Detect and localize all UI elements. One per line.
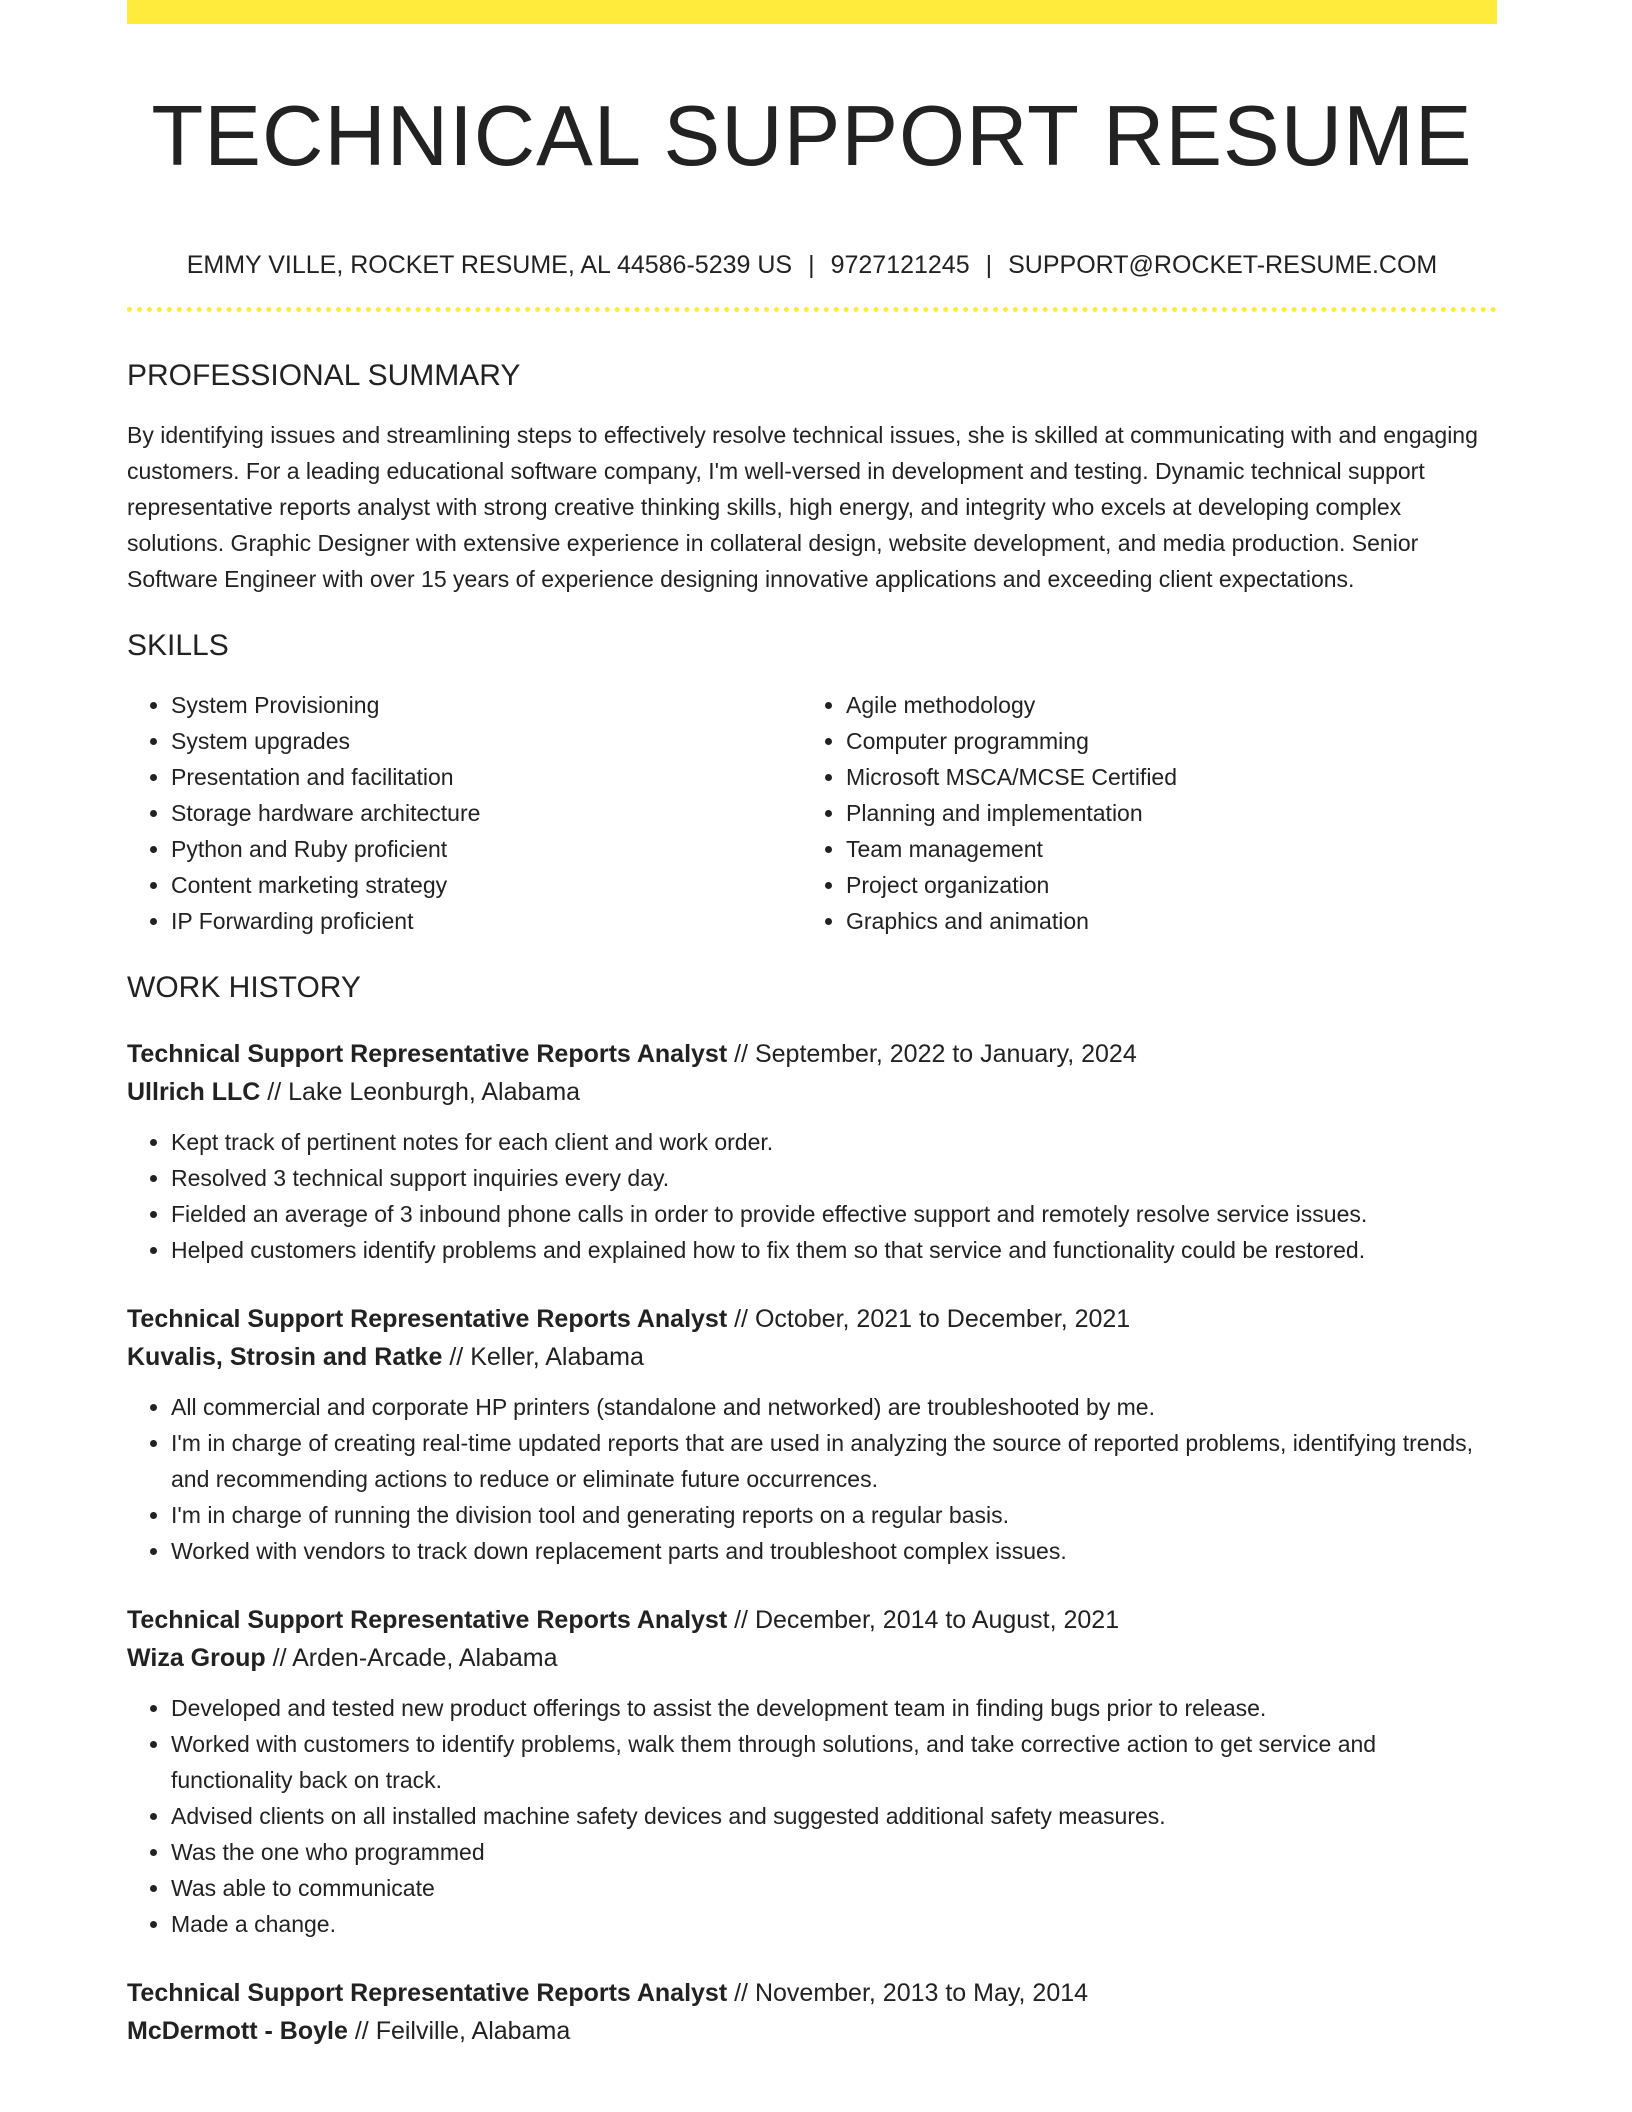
job-company-line <box>127 2012 1497 2050</box>
job-separator: // <box>449 1343 464 1371</box>
skill-item: • System Provisioning <box>171 687 802 723</box>
skills-left-list <box>127 687 802 939</box>
job-dates: October, 2021 to December, 2021 <box>754 1305 1131 1333</box>
skills-heading: SKILLS <box>127 629 229 662</box>
job-entry <box>127 1300 1497 1569</box>
job-company-line <box>127 1639 1497 1677</box>
job-separator: // <box>734 1305 749 1333</box>
job-location: Feilville, Alabama <box>375 2017 571 2045</box>
summary-heading: PROFESSIONAL SUMMARY <box>127 359 521 392</box>
job-company: McDermott - Boyle <box>127 2017 348 2045</box>
job-bullet: • Worked with vendors to track down replacement parts and troubleshoot complex issues. <box>171 1533 1497 1569</box>
job-dates: November, 2013 to May, 2014 <box>754 1979 1089 2007</box>
skills-right-list <box>802 687 1477 939</box>
work-history-heading: WORK HISTORY <box>127 971 361 1004</box>
skill-item: • Microsoft MSCA/MCSE Certified <box>846 759 1477 795</box>
summary-text: By identifying issues and streamlining steps to effectively resolve technical issues, she is skilled at communicating with and engaging customers. For a leading educational software company, I'm well-versed in development and testing. Dynamic technical support representative reports analyst with strong creative thinking skills, high energy, and integrity who excels at developing complex solutions. Graphic Designer with extensive experience in collateral design, website development, and media production. Senior Software Engineer with over 15 years of experience designing innovative applications and exceeding client expectations. <box>127 422 1478 592</box>
contact-phone: 9727121245 <box>830 251 970 279</box>
skill-item: • Graphics and animation <box>846 903 1477 939</box>
skill-item: • IP Forwarding proficient <box>171 903 802 939</box>
job-location: Arden-Arcade, Alabama <box>292 1644 558 1672</box>
job-entry <box>127 1035 1497 1268</box>
contact-separator: | <box>985 251 993 279</box>
job-separator: // <box>734 1606 749 1634</box>
job-bullet: • Resolved 3 technical support inquiries every day. <box>171 1160 1497 1196</box>
job-bullet: • Advised clients on all installed machine safety devices and suggested additional safety measures. <box>171 1798 1497 1834</box>
job-bullet: • Helped customers identify problems and explained how to fix them so that service and functionality could be restored. <box>171 1232 1497 1268</box>
job-bullet: • Was the one who programmed <box>171 1834 1497 1870</box>
job-company-line <box>127 1073 1497 1111</box>
job-title: Technical Support Representative Reports Analyst <box>127 1305 728 1333</box>
work-history-list <box>127 1035 1497 2050</box>
skill-item: • Project organization <box>846 867 1477 903</box>
job-bullet: • Developed and tested new product offerings to assist the development team in finding bugs prior to release. <box>171 1690 1497 1726</box>
contact-email: SUPPORT@ROCKET-RESUME.COM <box>1008 251 1438 279</box>
skill-item: • Agile methodology <box>846 687 1477 723</box>
job-location: Keller, Alabama <box>470 1343 644 1371</box>
job-title: Technical Support Representative Reports Analyst <box>127 1606 728 1634</box>
job-title: Technical Support Representative Reports Analyst <box>127 1040 728 1068</box>
job-bullet: • Worked with customers to identify problems, walk them through solutions, and take corrective action to get service and functionality back on track. <box>171 1726 1497 1798</box>
skill-item: • Team management <box>846 831 1477 867</box>
job-company: Kuvalis, Strosin and Ratke <box>127 1343 443 1371</box>
resume-title: TECHNICAL SUPPORT RESUME <box>151 89 1473 184</box>
job-bullet: • Kept track of pertinent notes for each client and work order. <box>171 1124 1497 1160</box>
job-bullet: • Was able to communicate <box>171 1870 1497 1906</box>
accent-bar <box>127 0 1497 24</box>
job-bullet: • I'm in charge of creating real-time updated reports that are used in analyzing the source of reported problems, identifying trends, and recommending actions to reduce or eliminate future occurrences. <box>171 1425 1497 1497</box>
job-entry <box>127 1601 1497 1942</box>
dotted-divider <box>127 307 1497 312</box>
job-title: Technical Support Representative Reports Analyst <box>127 1979 728 2007</box>
job-bullets <box>127 1124 1497 1268</box>
job-separator: // <box>354 2017 369 2045</box>
skill-item: • Planning and implementation <box>846 795 1477 831</box>
job-bullet: • I'm in charge of running the division tool and generating reports on a regular basis. <box>171 1497 1497 1533</box>
skill-item: • Computer programming <box>846 723 1477 759</box>
job-bullet: • Fielded an average of 3 inbound phone calls in order to provide effective support and remotely resolve service issues. <box>171 1196 1497 1232</box>
job-company: Wiza Group <box>127 1644 266 1672</box>
job-title-line <box>127 1300 1497 1338</box>
skill-item: • Python and Ruby proficient <box>171 831 802 867</box>
contact-line <box>127 248 1497 282</box>
job-separator: // <box>734 1040 749 1068</box>
job-separator: // <box>734 1979 749 2007</box>
contact-address: EMMY VILLE, ROCKET RESUME, AL 44586-5239 US <box>186 251 793 279</box>
job-separator: // <box>267 1078 282 1106</box>
job-bullets <box>127 1389 1497 1569</box>
skills-grid <box>127 687 1497 939</box>
skill-item: • System upgrades <box>171 723 802 759</box>
job-bullets <box>127 1690 1497 1942</box>
job-bullet: • All commercial and corporate HP printers (standalone and networked) are troubleshooted by me. <box>171 1389 1497 1425</box>
job-title-line <box>127 1035 1497 1073</box>
resume-content <box>127 24 1497 2050</box>
job-dates: September, 2022 to January, 2024 <box>754 1040 1137 1068</box>
contact-separator: | <box>808 251 815 279</box>
job-separator: // <box>272 1644 287 1672</box>
job-dates: December, 2014 to August, 2021 <box>754 1606 1120 1634</box>
skill-item: • Storage hardware architecture <box>171 795 802 831</box>
job-company-line <box>127 1338 1497 1376</box>
job-bullet: • Made a change. <box>171 1906 1497 1942</box>
skill-item: • Content marketing strategy <box>171 867 802 903</box>
job-title-line <box>127 1974 1497 2012</box>
skill-item: • Presentation and facilitation <box>171 759 802 795</box>
job-company: Ullrich LLC <box>127 1078 261 1106</box>
job-location: Lake Leonburgh, Alabama <box>288 1078 581 1106</box>
job-entry <box>127 1974 1497 2050</box>
job-title-line <box>127 1601 1497 1639</box>
